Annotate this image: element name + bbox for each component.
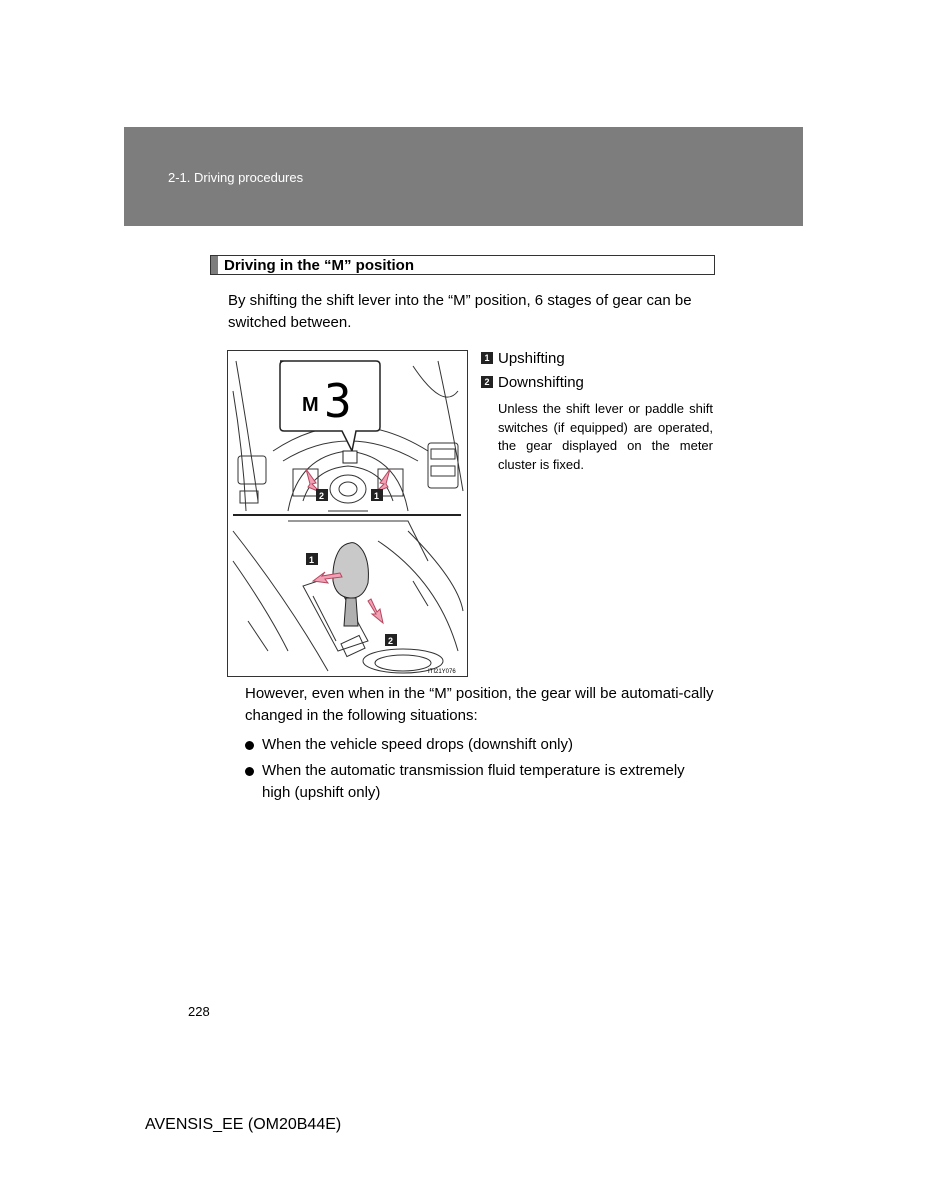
automatic-change-paragraph: However, even when in the “M” position, the gear will be automati-cally changed in the following situations: <box>245 685 714 724</box>
callout-label: 2 <box>319 491 325 501</box>
list-item-text: When the automatic transmission fluid temperature is extremely high (upshift only) <box>262 762 685 801</box>
situation-list <box>245 734 717 808</box>
display-gear-number: 3 <box>324 374 352 428</box>
shift-lever-shaft <box>344 598 358 626</box>
list-item <box>245 734 717 756</box>
shift-illustration-svg <box>228 351 468 677</box>
legend-label: Upshifting <box>498 349 565 367</box>
breadcrumb: 2-1. Driving procedures <box>168 170 304 185</box>
legend-number-badge: 1 <box>481 352 493 364</box>
fixed-gear-note: Unless the shift lever or paddle shift switches (if equipped) are operated, the gear displayed on the meter cluster is fixed. <box>498 401 713 472</box>
legend-label: Downshifting <box>498 373 584 391</box>
heading-marker <box>211 256 218 274</box>
legend-item-upshifting <box>481 346 584 370</box>
callout-label: 1 <box>374 491 380 501</box>
display-gear-mode: M <box>302 394 319 416</box>
section-heading <box>210 255 715 275</box>
page-number: 228 <box>188 1004 210 1019</box>
list-item <box>245 760 717 804</box>
intro-paragraph: By shifting the shift lever into the “M” position, 6 stages of gear can be switched between. <box>228 292 692 331</box>
callout-label: 1 <box>309 555 315 565</box>
callout-label: 2 <box>388 636 394 646</box>
legend-item-downshifting <box>481 370 584 394</box>
shift-knob <box>333 543 369 598</box>
lever-downshift-arrow <box>368 599 383 623</box>
shift-illustration <box>227 350 468 677</box>
legend-number-badge: 2 <box>481 376 493 388</box>
figure-legend <box>481 346 584 394</box>
bullet-icon <box>245 741 254 750</box>
figure-code: ITI21Y076 <box>428 669 456 675</box>
manual-footer: AVENSIS_EE (OM20B44E) <box>145 1116 342 1133</box>
bullet-icon <box>245 767 254 776</box>
chapter-header <box>124 127 803 226</box>
list-item-text: When the vehicle speed drops (downshift only) <box>262 736 574 753</box>
section-title: Driving in the “M” position <box>224 257 414 274</box>
